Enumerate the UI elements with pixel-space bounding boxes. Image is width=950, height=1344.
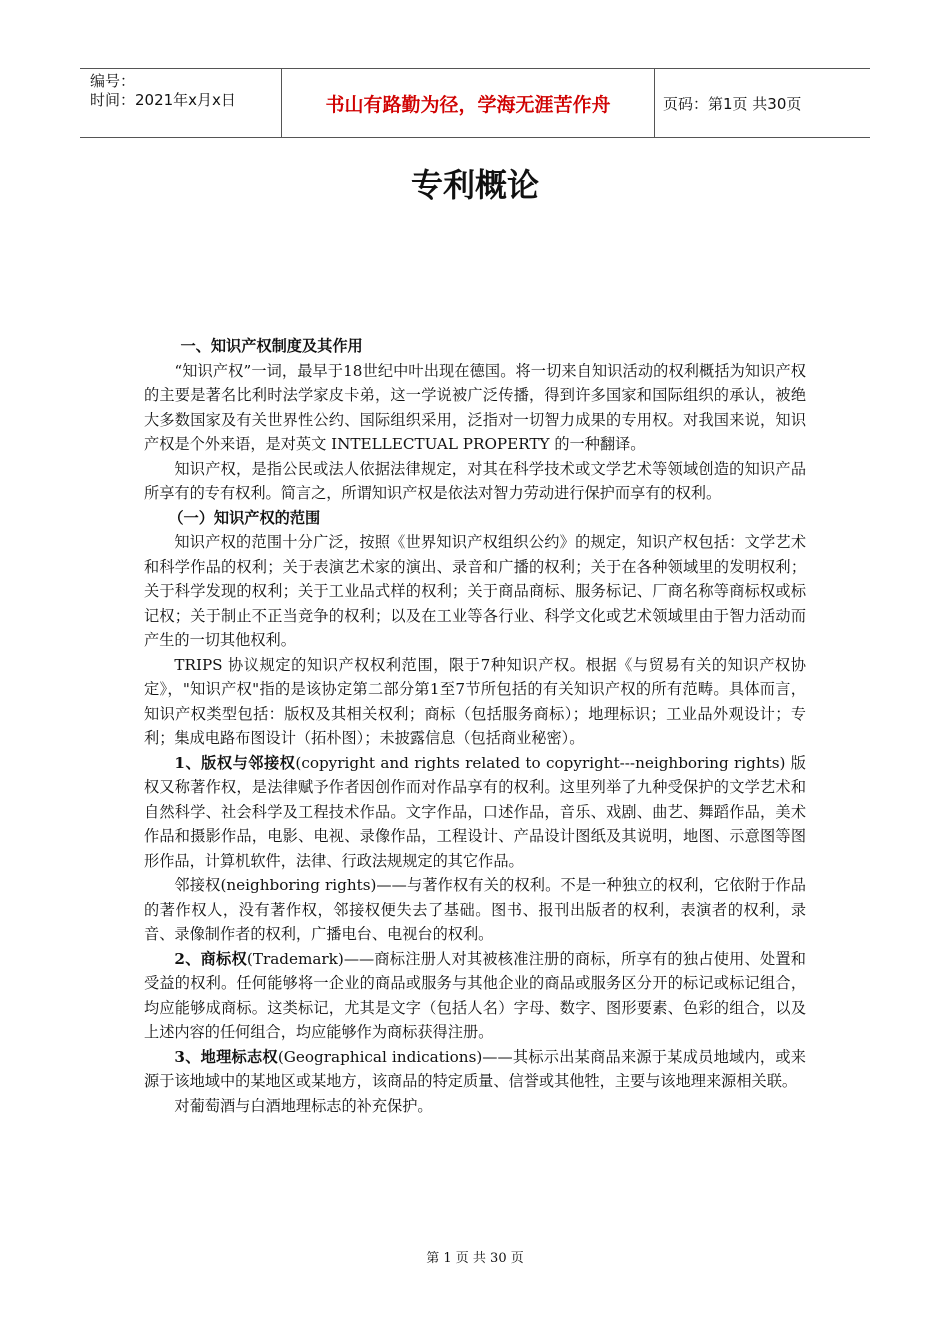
section-heading: 一、知识产权制度及其作用 [180,337,363,355]
paragraph: 邻接权(neighboring rights)——与著作权有关的权利。不是一种独立的权利，它依附于作品的著作权人，没有著作权，邻接权便失去了基础。图书、报刊出版者的权利，表演者的权利，录音、录像制作者的权利，广播电台、电视台的权利。 [144,876,806,943]
paragraph: 知识产权，是指公民或法人依据法律规定，对其在科学技术或文学艺术等领域创造的知识产品所享有的专有权利。简言之，所谓知识产权是依法对智力劳动进行保护而享有的权利。 [144,459,806,502]
document-title: 专利概论 [410,166,539,204]
paragraph [144,947,806,1045]
paragraph: 知识产权的范围十分广泛，按照《世界知识产权组织公约》的规定，知识产权包括：文学艺术和科学作品的权利；关于表演艺术家的演出、录音和广播的权利；关于在各种领域里的发明权利；关于科学发现的权利；关于工业品式样的权利；关于商品商标、服务标记、厂商名称等商标权或标记权；关于制止不正当竞争的权利；以及在工业等各行业、科学文化或艺术领域里由于智力活动而产生的一切其他权利。 [144,533,806,649]
page-footer: 第 1 页 共 30 页 [426,1251,524,1266]
subsection-heading: （一）知识产权的范围 [168,508,321,527]
term-text: (Geographical indications)——其标示出某商品来源于某成员地域内，或来源于该地域中的某地区或某地方，该商品的特定质量、信誉或其他牲，主要与该地理来源相关联。 [144,1047,806,1090]
time-label: 时间：2021年x月x日 [90,91,236,109]
term-text: (copyright and rights related to copyright---neighboring rights) 版权又称著作权，是法律赋予作者因创作而对作品享有的权利。这里列举了九种受保护的文学艺术和自然科学、社会科学及工程技术作品。文字作品，口述作品，音乐、戏剧、曲艺、舞蹈作品，美术作品和摄影作品，电影、电视、录像作品，工程设计、产品设计图纸及其说明，地图、示意图等图形作品，计算机软件，法律、行政法规规定的其它作品。 [144,753,806,870]
paragraph [144,1045,806,1094]
page-header [80,68,870,138]
header-page-info: 页码：第1页 共30页 [663,94,802,113]
header-motto: 书山有路勤为径，学海无涯苦作舟 [282,69,655,137]
paragraph: TRIPS 协议规定的知识产权权利范围，限于7种知识产权。根据《与贸易有关的知识产权协定》，"知识产权"指的是该协定第二部分第1至7节所包括的有关知识产权的所有范畴。具体而言，知识产权类型包括：版权及其相关权利；商标（包括服务商标）；地理标识；工业品外观设计；专利；集成电路布图设计（拓朴图）；未披露信息（包括商业秘密）。 [144,655,806,747]
paragraph: “知识产权”一词，最早于18世纪中叶出现在德国。将一切来自知识活动的权利概括为知识产权的主要是著名比利时法学家皮卡弟，这一学说被广泛传播，得到许多国家和国际组织的承认，被绝大多数国家及有关世界性公约、国际组织采用，泛指对一切智力成果的专用权。对我国来说，知识产权是个外来语，是对英文 INTELLECTUAL PROPERTY 的一种翻译。 [144,361,806,453]
header-meta [80,69,282,137]
paragraph: 对葡萄酒与白酒地理标志的补充保护。 [174,1096,433,1115]
number-label: 编号： [90,72,136,90]
term-label: 1、版权与邻接权 [174,753,296,772]
paragraph [144,751,806,874]
term-label: 3、地理标志权 [174,1047,278,1066]
term-text: (Trademark)——商标注册人对其被核准注册的商标，所享有的独占使用、处置和受益的权利。任何能够将一企业的商品或服务与其他企业的商品或服务区分开的标记或标记组合，均应能够成商标。这类标记，尤其是文字（包括人名）字母、数字、图形要素、色彩的组合，以及上述内容的任何组合，均应能够作为商标获得注册。 [144,949,806,1041]
document-body [144,334,806,1118]
term-label: 2、商标权 [174,949,247,968]
